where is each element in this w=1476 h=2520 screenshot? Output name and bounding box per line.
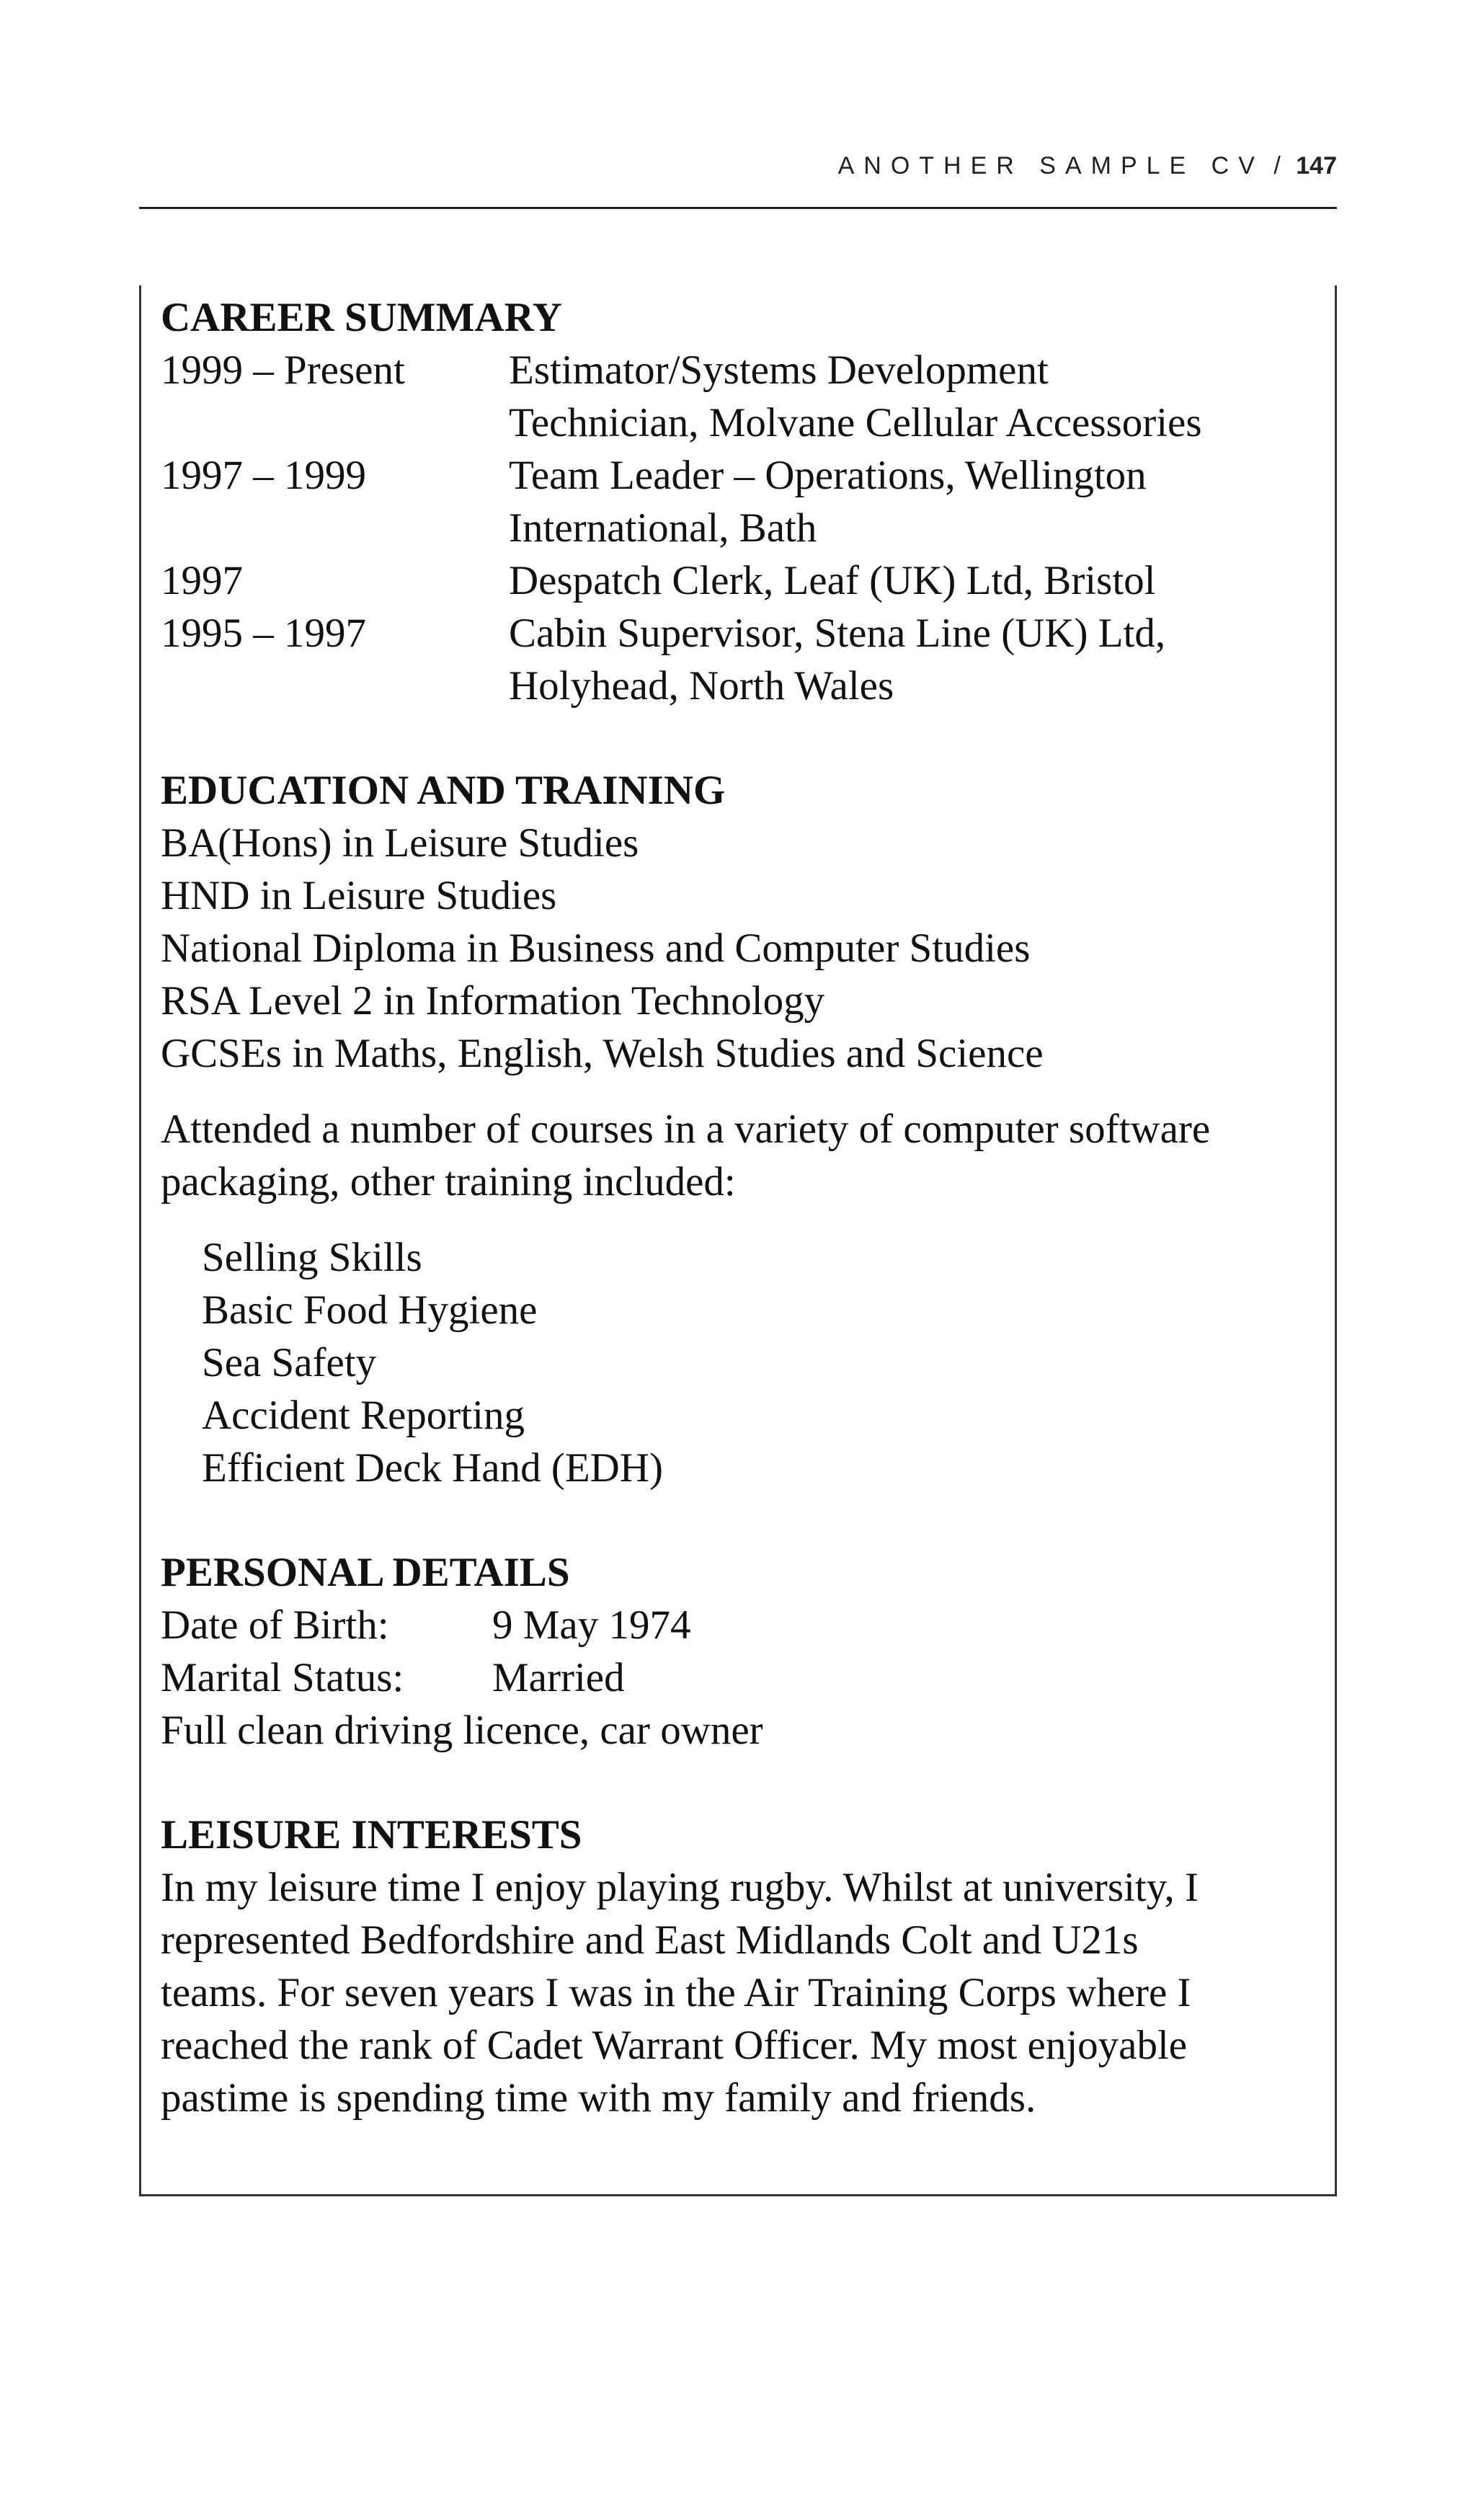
career-entry-line: Cabin Supervisor, Stena Line (UK) Ltd,: [509, 611, 1166, 656]
career-entry-dates: 1999 – Present: [161, 347, 405, 393]
dob-row: [161, 1599, 1328, 1651]
career-entry-line: International, Bath: [509, 505, 817, 551]
career-entry-dates: 1997: [161, 558, 243, 603]
career-entry-role: [509, 344, 1328, 449]
career-entry-dates: 1997 – 1999: [161, 453, 366, 498]
running-head-title: ANOTHER SAMPLE CV: [837, 152, 1264, 179]
career-entry: [161, 554, 1328, 607]
page-number: 147: [1296, 152, 1337, 179]
marital-row: [161, 1651, 1328, 1704]
course-item: Accident Reporting: [202, 1393, 525, 1438]
courses-list: [161, 1231, 1328, 1494]
career-entry-line: Technician, Molvane Cellular Accessories: [509, 400, 1202, 445]
personal-details-section: [161, 1546, 1328, 1757]
leisure-line: represented Bedfordshire and East Midlands Colt and U21s: [161, 1917, 1139, 1963]
running-head: [139, 151, 1337, 180]
cv-content: [161, 291, 1328, 2124]
course-item: Sea Safety: [202, 1340, 377, 1385]
leisure-section: [161, 1809, 1328, 2124]
section-gap: [161, 712, 1328, 764]
dob-label: Date of Birth:: [161, 1602, 389, 1648]
leisure-line: teams. For seven years I was in the Air Training Corps where I: [161, 1970, 1191, 2015]
leisure-line: reached the rank of Cadet Warrant Officer. My most enjoyable: [161, 2023, 1188, 2068]
qualification-item: HND in Leisure Studies: [161, 873, 557, 918]
course-item: Selling Skills: [202, 1235, 422, 1280]
career-entry: [161, 344, 1328, 449]
career-entry-line: Despatch Clerk, Leaf (UK) Ltd, Bristol: [509, 558, 1156, 603]
career-entry-role: [509, 607, 1328, 712]
career-entry: [161, 449, 1328, 554]
career-entry-line: Holyhead, North Wales: [509, 663, 894, 709]
leisure-heading: LEISURE INTERESTS: [161, 1812, 582, 1858]
running-head-separator: /: [1273, 152, 1281, 179]
courses-intro-line: Attended a number of courses in a variety of computer software: [161, 1106, 1211, 1152]
career-entry: [161, 607, 1328, 712]
career-entry-line: Estimator/Systems Development: [509, 347, 1049, 393]
qualification-item: RSA Level 2 in Information Technology: [161, 978, 825, 1024]
education-heading: EDUCATION AND TRAINING: [161, 768, 726, 813]
course-item: Efficient Deck Hand (EDH): [202, 1445, 663, 1491]
licence-text: Full clean driving licence, car owner: [161, 1708, 763, 1753]
career-entry-role: [509, 449, 1328, 554]
header-rule: [139, 207, 1337, 209]
marital-label: Marital Status:: [161, 1655, 404, 1700]
dob-value: 9 May 1974: [492, 1602, 691, 1648]
section-gap: [161, 1494, 1328, 1546]
qualification-item: BA(Hons) in Leisure Studies: [161, 820, 639, 866]
career-entry-line: Team Leader – Operations, Wellington: [509, 453, 1147, 498]
career-summary-heading: CAREER SUMMARY: [161, 295, 562, 340]
career-entry-role: [509, 554, 1328, 607]
career-entry-dates: 1995 – 1997: [161, 611, 366, 656]
courses-intro-line: packaging, other training included:: [161, 1159, 736, 1204]
career-summary-section: [161, 291, 1328, 712]
qualification-item: GCSEs in Maths, English, Welsh Studies and Science: [161, 1031, 1044, 1076]
qualification-item: National Diploma in Business and Computer Studies: [161, 926, 1031, 971]
leisure-line: In my leisure time I enjoy playing rugby. Whilst at university, I: [161, 1865, 1199, 1910]
course-item: Basic Food Hygiene: [202, 1287, 538, 1333]
courses-intro: [161, 1103, 1328, 1208]
education-section: [161, 764, 1328, 1494]
leisure-line: pastime is spending time with my family and friends.: [161, 2075, 1036, 2121]
marital-value: Married: [492, 1655, 625, 1700]
personal-details-heading: PERSONAL DETAILS: [161, 1550, 570, 1595]
section-gap: [161, 1757, 1328, 1809]
